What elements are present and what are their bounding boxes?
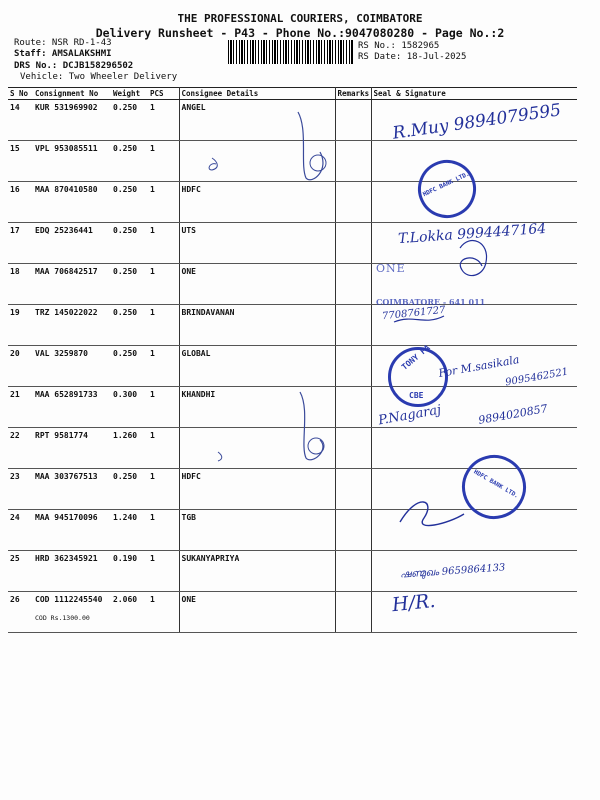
cell-consignee-text: HDFC bbox=[181, 185, 201, 194]
rs-number: RS No.: 1582965 bbox=[358, 41, 440, 51]
cell-pcs bbox=[148, 428, 179, 469]
cell-consignment bbox=[33, 346, 111, 387]
cell-consignee-text: ANGEL bbox=[181, 103, 206, 112]
cell-consignee-text: BRINDAVANAN bbox=[181, 308, 235, 317]
cell-consignee-text: HDFC bbox=[181, 472, 201, 481]
cell-remarks bbox=[335, 346, 371, 387]
cell-pcs bbox=[148, 551, 179, 592]
cell-consignee bbox=[179, 264, 335, 305]
table-header-row bbox=[8, 88, 577, 100]
cod-amount: COD Rs.1300.00 bbox=[35, 614, 90, 622]
cell-pcs bbox=[148, 469, 179, 510]
cell-weight bbox=[111, 346, 148, 387]
cell-remarks bbox=[335, 510, 371, 551]
cell-weight-text: 0.250 bbox=[113, 144, 138, 153]
cell-remarks bbox=[335, 428, 371, 469]
cell-consignment bbox=[33, 592, 111, 633]
cell-pcs bbox=[148, 346, 179, 387]
cell-consignment bbox=[33, 223, 111, 264]
col-consignment: Consignment No bbox=[33, 88, 111, 100]
table-row bbox=[8, 305, 577, 346]
cell-consignment-text: COD 1112245540 bbox=[35, 595, 103, 604]
signature-17: T.Lokka 9994447164 bbox=[397, 220, 547, 248]
cell-consignment-text: HRD 362345921 bbox=[35, 554, 98, 563]
cell-consignee-text: UTS bbox=[181, 226, 196, 235]
cell-remarks bbox=[335, 264, 371, 305]
signature-14: R.Muy 9894079595 bbox=[391, 100, 563, 144]
runsheet-subtitle: Delivery Runsheet - P43 - Phone No.:9047080280 - Page No.:2 bbox=[95, 26, 505, 40]
cell-consignee-text: GLOBAL bbox=[181, 349, 211, 358]
cell-sno-text: 17 bbox=[10, 226, 20, 235]
cell-consignment-text: RPT 9581774 bbox=[35, 431, 88, 440]
cell-sno-text: 19 bbox=[10, 308, 20, 317]
cell-consignee-text: KHANDHI bbox=[181, 390, 216, 399]
cell-consignee bbox=[179, 182, 335, 223]
cell-weight bbox=[111, 469, 148, 510]
cell-pcs bbox=[148, 387, 179, 428]
cell-consignee bbox=[179, 223, 335, 264]
signature-20: For M.sasikala bbox=[437, 352, 521, 381]
cell-consignee-text: SUKANYAPRIYA bbox=[181, 554, 240, 563]
signature-26: H/R. bbox=[390, 589, 437, 617]
cell-sno-text: 16 bbox=[10, 185, 20, 194]
cell-pcs bbox=[148, 182, 179, 223]
cell-weight bbox=[111, 223, 148, 264]
cell-pcs-text: 1 bbox=[150, 185, 155, 194]
col-remarks: Remarks bbox=[335, 88, 371, 100]
cell-sno-text: 20 bbox=[10, 349, 20, 358]
cell-sno-text: 24 bbox=[10, 513, 20, 522]
cell-consignee bbox=[179, 510, 335, 551]
cell-consignee bbox=[179, 141, 335, 182]
table-row bbox=[8, 182, 577, 223]
cell-weight bbox=[111, 100, 148, 141]
cell-pcs-text: 1 bbox=[150, 349, 155, 358]
cell-consignee-text: ONE bbox=[181, 595, 196, 604]
signature-25: ഷണ്മുഖം 9659864133 bbox=[399, 562, 506, 581]
cell-pcs-text: 1 bbox=[150, 595, 155, 604]
one-stamp: ONE COIMBATORE - 641 011 bbox=[376, 262, 486, 307]
hdfc-stamp-1: HDFC BANK LTD. bbox=[408, 150, 485, 227]
cell-consignment-text: MAA 652891733 bbox=[35, 390, 98, 399]
cell-weight-text: 2.060 bbox=[113, 595, 138, 604]
cell-consignment-text: MAA 706842517 bbox=[35, 267, 98, 276]
rs-date: RS Date: 18-Jul-2025 bbox=[358, 52, 467, 62]
cell-sno-text: 15 bbox=[10, 144, 20, 153]
hdfc-stamp-2: HDFC BANK LTD. bbox=[450, 443, 537, 530]
cell-consignment bbox=[33, 551, 111, 592]
cell-weight-text: 1.240 bbox=[113, 513, 138, 522]
route-label: Route: NSR RD-1-43 bbox=[14, 38, 112, 48]
signature-21: P.Nagaraj bbox=[377, 402, 443, 429]
signature-18: 7708761727 bbox=[381, 304, 447, 323]
cell-consignment bbox=[33, 100, 111, 141]
cell-weight-text: 0.250 bbox=[113, 185, 138, 194]
cell-weight-text: 0.300 bbox=[113, 390, 138, 399]
col-sno: S No bbox=[8, 88, 33, 100]
cell-pcs-text: 1 bbox=[150, 267, 155, 276]
cell-consignee bbox=[179, 100, 335, 141]
cell-remarks bbox=[335, 223, 371, 264]
cell-consignee bbox=[179, 469, 335, 510]
cell-consignee bbox=[179, 428, 335, 469]
cell-consignment-text: MAA 945170096 bbox=[35, 513, 98, 522]
cell-weight bbox=[111, 182, 148, 223]
cell-weight bbox=[111, 551, 148, 592]
cell-pcs bbox=[148, 264, 179, 305]
cell-sno bbox=[8, 182, 33, 223]
cell-weight-text: 0.250 bbox=[113, 226, 138, 235]
table-row bbox=[8, 264, 577, 305]
cell-consignee bbox=[179, 346, 335, 387]
cell-sno bbox=[8, 428, 33, 469]
cell-remarks bbox=[335, 305, 371, 346]
cell-pcs-text: 1 bbox=[150, 472, 155, 481]
cell-remarks bbox=[335, 387, 371, 428]
cell-weight-text: 0.250 bbox=[113, 103, 138, 112]
cell-pcs-text: 1 bbox=[150, 103, 155, 112]
cell-sno bbox=[8, 469, 33, 510]
cell-pcs-text: 1 bbox=[150, 144, 155, 153]
cell-pcs bbox=[148, 510, 179, 551]
cell-sno bbox=[8, 346, 33, 387]
cell-pcs-text: 1 bbox=[150, 513, 155, 522]
cell-sno-text: 21 bbox=[10, 390, 20, 399]
cell-pcs bbox=[148, 141, 179, 182]
cell-weight-text: 1.260 bbox=[113, 431, 138, 440]
cell-consignment-text: MAA 303767513 bbox=[35, 472, 98, 481]
cell-sno-text: 18 bbox=[10, 267, 20, 276]
cell-sno bbox=[8, 305, 33, 346]
runsheet-title: THE PROFESSIONAL COURIERS, COIMBATORE bbox=[177, 12, 423, 25]
cell-consignment bbox=[33, 428, 111, 469]
signature-21b: 9894020857 bbox=[477, 402, 549, 427]
cell-sno bbox=[8, 264, 33, 305]
cell-weight-text: 0.250 bbox=[113, 349, 138, 358]
cell-consignee-text: TGB bbox=[181, 513, 196, 522]
cell-seal bbox=[371, 510, 577, 551]
staff-label: Staff: AMSALAKSHMI bbox=[14, 49, 112, 59]
cell-consignment-text: MAA 870410580 bbox=[35, 185, 98, 194]
cell-consignee bbox=[179, 305, 335, 346]
cell-pcs bbox=[148, 592, 179, 633]
cell-consignment bbox=[33, 469, 111, 510]
col-weight: Weight bbox=[111, 88, 148, 100]
tony-stamp: TONY FA CBE bbox=[388, 347, 448, 407]
cell-consignment-text: KUR 531969902 bbox=[35, 103, 98, 112]
cell-pcs-text: 1 bbox=[150, 431, 155, 440]
cell-weight bbox=[111, 387, 148, 428]
cell-consignment-text: VAL 3259870 bbox=[35, 349, 88, 358]
vehicle-label: Vehicle: Two Wheeler Delivery bbox=[20, 72, 178, 82]
cell-remarks bbox=[335, 551, 371, 592]
cell-weight bbox=[111, 141, 148, 182]
cell-sno-text: 25 bbox=[10, 554, 20, 563]
cell-consignment-text: VPL 953085511 bbox=[35, 144, 98, 153]
cell-weight bbox=[111, 592, 148, 633]
cell-remarks bbox=[335, 469, 371, 510]
cell-sno bbox=[8, 387, 33, 428]
cell-weight-text: 0.250 bbox=[113, 472, 138, 481]
cell-pcs-text: 1 bbox=[150, 226, 155, 235]
cell-sno-text: 26 bbox=[10, 595, 20, 604]
cell-sno bbox=[8, 592, 33, 633]
cell-pcs-text: 1 bbox=[150, 308, 155, 317]
cell-consignment bbox=[33, 264, 111, 305]
cell-weight-text: 0.250 bbox=[113, 308, 138, 317]
signature-20b: 9095462521 bbox=[504, 366, 570, 389]
cell-remarks bbox=[335, 100, 371, 141]
cell-weight-text: 0.250 bbox=[113, 267, 138, 276]
cell-consignee bbox=[179, 387, 335, 428]
barcode bbox=[228, 40, 353, 64]
table-row bbox=[8, 592, 577, 633]
table-row bbox=[8, 141, 577, 182]
col-pcs: PCS bbox=[148, 88, 179, 100]
cell-consignment bbox=[33, 305, 111, 346]
cell-consignment bbox=[33, 182, 111, 223]
cell-sno bbox=[8, 510, 33, 551]
cell-weight-text: 0.190 bbox=[113, 554, 138, 563]
cell-sno bbox=[8, 141, 33, 182]
cell-consignee-text: ONE bbox=[181, 267, 196, 276]
cell-remarks bbox=[335, 592, 371, 633]
cell-pcs bbox=[148, 223, 179, 264]
cell-weight bbox=[111, 510, 148, 551]
cell-sno bbox=[8, 551, 33, 592]
cell-sno bbox=[8, 223, 33, 264]
cell-consignee bbox=[179, 551, 335, 592]
cell-sno-text: 23 bbox=[10, 472, 20, 481]
cell-consignment bbox=[33, 387, 111, 428]
col-consignee: Consignee Details bbox=[179, 88, 335, 100]
cell-sno-text: 22 bbox=[10, 431, 20, 440]
cell-sno-text: 14 bbox=[10, 103, 20, 112]
cell-consignment bbox=[33, 141, 111, 182]
cell-consignment-text: EDQ 25236441 bbox=[35, 226, 93, 235]
cell-remarks bbox=[335, 182, 371, 223]
cell-pcs-text: 1 bbox=[150, 554, 155, 563]
cell-pcs-text: 1 bbox=[150, 390, 155, 399]
col-seal: Seal & Signature bbox=[371, 88, 577, 100]
cell-consignment-text: TRZ 145022022 bbox=[35, 308, 98, 317]
cell-consignee bbox=[179, 592, 335, 633]
cell-weight bbox=[111, 264, 148, 305]
cell-weight bbox=[111, 305, 148, 346]
cell-pcs bbox=[148, 305, 179, 346]
drs-label: DRS No.: DCJB158296502 bbox=[14, 61, 134, 71]
cell-sno bbox=[8, 100, 33, 141]
cell-consignment bbox=[33, 510, 111, 551]
cell-pcs bbox=[148, 100, 179, 141]
cell-seal bbox=[371, 141, 577, 182]
cell-remarks bbox=[335, 141, 371, 182]
cell-weight bbox=[111, 428, 148, 469]
